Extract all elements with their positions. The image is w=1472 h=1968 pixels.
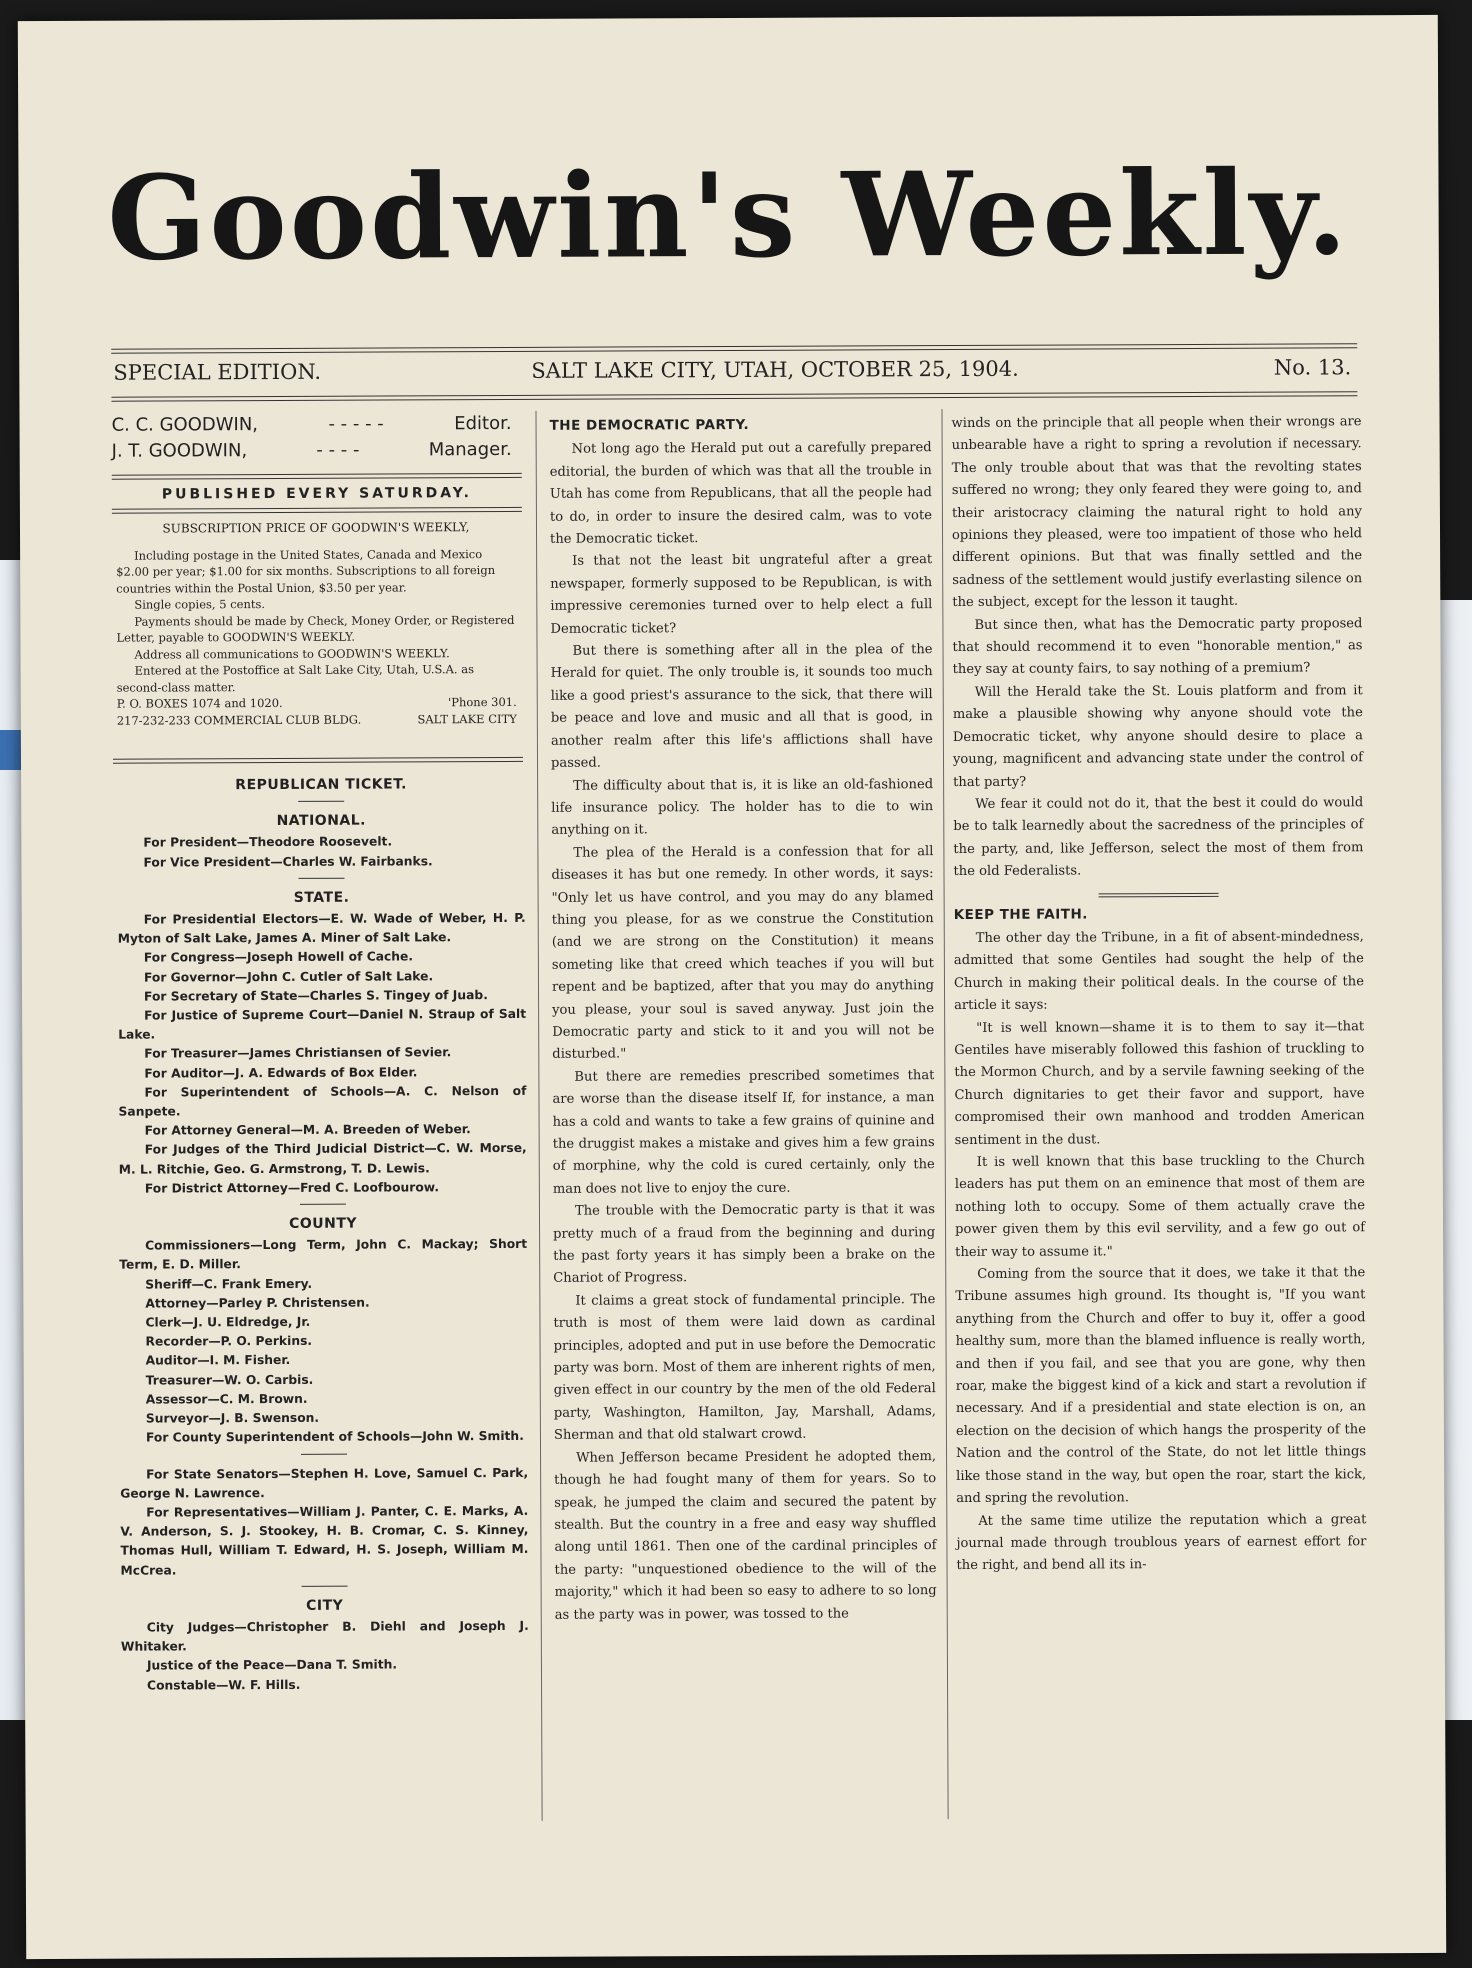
place-date: SALT LAKE CITY, UTAH, OCTOBER 25, 1904. (531, 356, 1019, 383)
po-boxes: P. O. BOXES 1074 and 1020. (116, 695, 283, 711)
ticket-entry: Assessor—C. M. Brown. (145, 1391, 308, 1407)
subscription-paragraph: Including postage in the United States, Canada and Mexico $2.00 per year; $1.00 for six months. Subscriptions to all foreign countries within the Postal Union, $3.50 per year. (116, 546, 496, 596)
article-paragraph: Will the Herald take the St. Louis platform and from it make a plausible showing why anyone should vote the Democratic ticket, why anyone should desire to place a young, magnificent and advancing state under the control of that party? (952, 683, 1364, 790)
ticket-entry: For Superintendent of Schools—A. C. Nelson of Sanpete. (118, 1083, 527, 1119)
ticket-rule (113, 757, 523, 764)
masthead: Goodwin's Weekly. (106, 145, 1351, 287)
subscription-paragraph: Entered at the Postoffice at Salt Lake City, Utah, U.S.A. as second-class matter. (116, 662, 475, 695)
ticket-entry: For Secretary of State—Charles S. Tingey of Juab. (144, 987, 488, 1004)
ticket-entry: For State Senators—Stephen H. Love, Samuel C. Park, George N. Lawrence. (120, 1465, 529, 1501)
ticket-entry: For Congress—Joseph Howell of Cache. (143, 949, 414, 965)
ticket-entry: Sheriff—C. Frank Emery. (145, 1276, 313, 1292)
subscription-address-row (117, 710, 517, 728)
ticket-entry: For Representatives—William J. Panter, C. E. Marks, A. V. Anderson, S. J. Stookey, H. B. Cromar, C. S. Kinney, Thomas Hull, William T. Edward, H. S. Joseph, William M. McCrea. (120, 1503, 529, 1578)
article-paragraph: The other day the Tribune, in a fit of absent-mindedness, admitted that some Gentiles had sought the help of the Church in making their political deals. In the course of the article it says: (953, 929, 1365, 1014)
article-paragraph: The difficulty about that is, it is like an old-fashioned life insurance policy. The holder has to die to win anything on it. (551, 776, 934, 839)
ticket-entry: Commissioners—Long Term, John C. Mackay; Short Term, E. D. Miller. (119, 1237, 528, 1273)
ticket-dash (302, 1585, 348, 1586)
city-heading: CITY (306, 1597, 344, 1614)
article-paragraph: winds on the principle that all people when their wrongs are unbearable have a right to spring a revolution if necessary. The only trouble about that was that the revolting states suffered no wrong; they only feared they were going to, and their aristocracy claiming the natural right to hold any opinions they pleased, were too impatient of those who held different opinions. But that was finally settled and the sadness of the settlement would justify everlasting silence on the subject, except for the lesson it taught. (951, 414, 1363, 611)
article-continuation-column (951, 411, 1366, 1577)
article-separator (1099, 892, 1219, 897)
ticket-entry: For Attorney General—M. A. Breeden of Weber. (144, 1122, 471, 1138)
article-paragraph: At the same time utilize the reputation which a great journal made through troublous years of earnest effort for the right, and bend all its in- (956, 1511, 1367, 1574)
staff-row (111, 411, 511, 439)
ticket-entry: Constable—W. F. Hills. (147, 1677, 301, 1693)
staff-dashes: - - - - (316, 439, 360, 461)
staff-role: Manager. (428, 438, 512, 461)
ticket-entry: Attorney—Parley P. Christensen. (145, 1295, 370, 1311)
ticket-entry: For Presidential Electors—E. W. Wade of Weber, H. P. Myton of Salt Lake, James A. Miner of Salt Lake. (117, 910, 526, 946)
published-label: PUBLISHED EVERY SATURDAY. (161, 485, 472, 503)
article-paragraph: But there is something after all in the plea of the Herald for quiet. The only trouble is, it sounds too much like a good priest's assurance to the sick, that there will be peace and love and music and all that is good, in another realm after this life's afflictions shall have passed. (550, 642, 933, 771)
ticket-entry: For Justice of Supreme Court—Daniel N. Straup of Salt Lake. (118, 1006, 527, 1042)
subscription-paragraph: Address all communications to GOODWIN'S WEEKLY. (134, 645, 450, 662)
article-title: THE DEMOCRATIC PARTY. (549, 416, 750, 434)
column-divider (941, 409, 948, 1819)
ticket-entry: Auditor—I. M. Fisher. (145, 1353, 291, 1369)
article-paragraph: "It is well known—shame it is to them to say it—that Gentiles have miserably followed this fashion of truckling to the Mormon Church, and by a servile fawning seeking of the Church dignitaries to get their favor and support, have compromised their own manhood and trodden American sentiment in the dust. (954, 1018, 1365, 1148)
ticket-entry: City Judges—Christopher B. Diehl and Joseph J. Whitaker. (120, 1618, 529, 1654)
masthead-rule-top (111, 343, 1357, 353)
state-heading: STATE. (293, 889, 350, 906)
article-paragraph: But since then, what has the Democratic party proposed that should recommend it to even "honorable mention," as they say at county fairs, to say nothing of a premium? (952, 615, 1363, 678)
article-paragraph: We fear it could not do it, that the best it could do would be to talk learnedly about the sacredness of the principles of the party, and, like Jefferson, select the most of them from the old Federalists. (953, 795, 1364, 880)
edition-label: SPECIAL EDITION. (113, 359, 322, 385)
article-paragraph: It is well known that this base truckling to the Church leaders has put them on an eminence that most of them are nothing loth to occupy. Some of them actually crave the power given them by this evil servility, and a few go out of their way to assume it." (954, 1153, 1366, 1260)
subscription-title: SUBSCRIPTION PRICE OF GOODWIN'S WEEKLY, (162, 520, 470, 536)
subscription-contact-row (117, 694, 517, 712)
staff-role: Editor. (454, 412, 512, 435)
ticket-entry: Justice of the Peace—Dana T. Smith. (146, 1657, 398, 1673)
ticket-entry: For County Superintendent of Schools—John W. Smith. (145, 1429, 524, 1445)
article-paragraph: But there are remedies prescribed sometimes that are worse than the disease itself If, for instance, a man has a cold and wants to take a few grains of quinine and the druggist makes a mistake and gives him a few grains of morphine, why the cold is cured certainly, only the man does not live to enjoy the cure. (552, 1067, 935, 1197)
staff-name: J. T. GOODWIN, (111, 440, 248, 462)
article-paragraph: Is that not the least bit ungrateful after a great newspaper, formerly supposed to be Republican, is with impressive ceremonies turned over to help elect a full Democratic ticket? (550, 552, 933, 637)
ticket-entry: For Auditor—J. A. Edwards of Box Elder. (144, 1065, 418, 1081)
issue-number: No. 13. (1273, 355, 1352, 380)
article-paragraph: When Jefferson became President he adopted them, though he had fought many of them for years. So to speak, he jumped the claim and secured the patent by stealth. But the country in a free and easy way shuffled along until 1861. Then one of the cardinal principles of the party: "unquestioned obedience to the will of the majority," which it had been so easy to adhere to so long as the party was in power, was tossed to the (554, 1448, 937, 1623)
subscription-info (116, 519, 517, 729)
article-paragraph: Not long ago the Herald put out a carefully prepared editorial, the burden of which was that all the trouble in Utah has come from Republicans, that all the people had to do, in order to insure the desired calm, was to vote the Democratic ticket. (549, 440, 932, 547)
article-democratic-party (550, 413, 937, 1627)
ticket-dash (298, 801, 344, 802)
staff-box (111, 411, 511, 465)
article-paragraph: Coming from the source that it does, we take it that the Tribune assumes high ground. Its thought is, "If you want anything from the Church and offer to buy it, offer a good healthy sum, more than the blamed influence is really worth, and then if you fail, and see that you are gone, why then roar, make the biggest kind of a kick and start a revolution if necessary. And if a presidential and state election is on, an election on the decision of which hangs the prosperity of the Nation and the control of the State, do not let little things like those stand in the way, but open the roar, start the kick, and spring the revolution. (955, 1265, 1367, 1507)
article-paragraph: It claims a great stock of fundamental principle. The truth is most of them were laid down as cardinal principles, adopted and put in use before the Democratic party was born. Most of them are inherent rights of men, given effect in our country by the men of the old Federal party, Washington, Hamilton, Jay, Marshall, Adams, Sherman and that old stalwart crowd. (553, 1291, 936, 1444)
published-box (112, 479, 522, 509)
ticket-dash (300, 1204, 346, 1205)
ticket-entry: For Vice President—Charles W. Fairbanks. (143, 853, 433, 870)
staff-row (112, 437, 512, 465)
building-address: 217-232-233 COMMERCIAL CLUB BLDG. (116, 712, 362, 728)
county-heading: COUNTY (289, 1215, 358, 1232)
staff-dashes: - - - - - (328, 413, 384, 435)
staff-name: C. C. GOODWIN, (111, 414, 259, 436)
ticket-entry: For President—Theodore Roosevelt. (143, 834, 393, 850)
ticket-entry: For Judges of the Third Judicial District—C. W. Morse, M. L. Ritchie, Geo. G. Armstrong, T. D. Lewis. (118, 1141, 527, 1177)
republican-ticket (117, 771, 529, 1696)
ticket-entry: Treasurer—W. O. Carbis. (145, 1372, 314, 1388)
ticket-entry: Recorder—P. O. Perkins. (145, 1334, 313, 1349)
newspaper-page (18, 15, 1446, 1959)
dateline (113, 355, 1351, 394)
ticket-entry: Surveyor—J. B. Swenson. (145, 1410, 320, 1426)
column-divider (535, 411, 542, 1821)
ticket-dash (299, 878, 345, 879)
ticket-entry: For Treasurer—James Christiansen of Sevier. (144, 1045, 452, 1062)
national-heading: NATIONAL. (276, 812, 367, 830)
ticket-title: REPUBLICAN TICKET. (235, 776, 407, 794)
subscription-paragraph: Single copies, 5 cents. (134, 597, 266, 612)
city-name: SALT LAKE CITY (417, 711, 517, 726)
article-paragraph: The trouble with the Democratic party is that it was pretty much of a fraud from the beginning and during the past forty years it has simply been a brake on the Chariot of Progress. (553, 1202, 936, 1287)
article-paragraph: The plea of the Herald is a confession that for all diseases it has but one remedy. In other words, it says: "Only let us have control, and you may do any blamed thing you please, for as we construe the Constitution (and we are strong on the Constitution) it means someting like that creed which teaches if you will but repent and be baptized, after that you may do anything you please, your soul is saved anyway. Just join the Democratic party and stick to it and you will not be disturbed." (551, 843, 935, 1063)
ticket-entry: For Governor—John C. Cutler of Salt Lake. (143, 968, 434, 985)
ticket-dash (301, 1453, 347, 1454)
ticket-entry: For District Attorney—Fred C. Loofbourow. (144, 1180, 440, 1196)
published-rule-bottom (112, 507, 522, 514)
subscription-paragraph: Payments should be made by Check, Money Order, or Registered Letter, payable to GOODWIN'S WEEKLY. (116, 612, 515, 645)
article-title: KEEP THE FAITH. (953, 905, 1088, 923)
phone: 'Phone 301. (448, 694, 517, 710)
ticket-entry: Clerk—J. U. Eldredge, Jr. (145, 1314, 311, 1330)
